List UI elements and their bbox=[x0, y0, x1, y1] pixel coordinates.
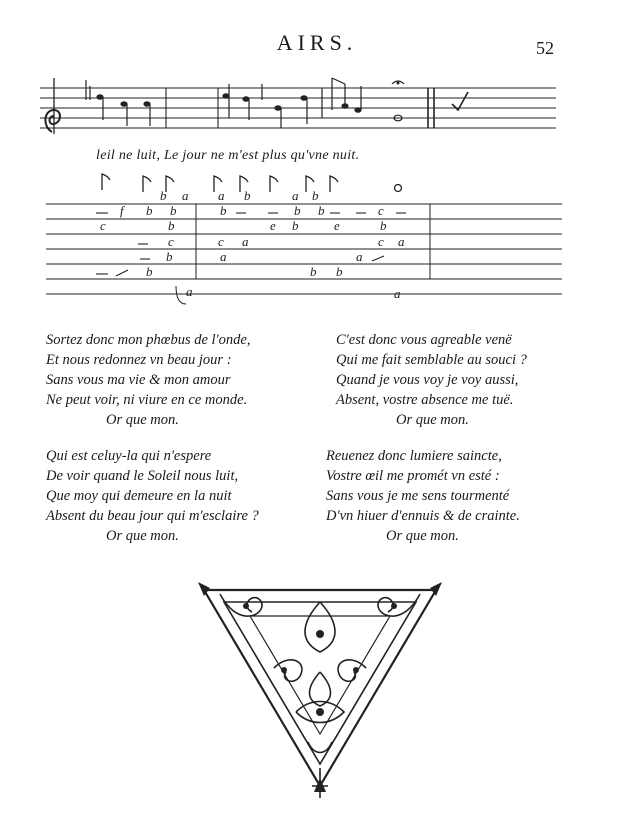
tab-letter: a bbox=[394, 286, 401, 301]
tab-letter: b bbox=[310, 264, 317, 279]
stanza-left-1 bbox=[46, 330, 250, 430]
tab-letter: b bbox=[380, 218, 387, 233]
stanza-right-2 bbox=[326, 446, 520, 546]
tab-letter: a bbox=[220, 249, 227, 264]
refrain-line: Or que mon. bbox=[106, 528, 179, 544]
refrain-line: Or que mon. bbox=[106, 412, 179, 428]
verse-line: Qui me fait semblable au souci ? bbox=[336, 352, 527, 368]
tab-letter: b bbox=[336, 264, 343, 279]
page-title: AIRS. bbox=[276, 30, 358, 55]
tab-letter: b bbox=[160, 188, 167, 203]
verse-line: Ne peut voir, ni viure en ce monde. bbox=[46, 392, 248, 408]
tab-letter: a bbox=[292, 188, 299, 203]
tab-letter: a bbox=[218, 188, 225, 203]
tab-letter: b bbox=[146, 264, 153, 279]
tab-letter: b bbox=[294, 203, 301, 218]
page-number: 52 bbox=[536, 38, 554, 58]
tab-letter: b bbox=[146, 203, 153, 218]
stanza-right-1 bbox=[336, 330, 527, 430]
refrain-line: Or que mon. bbox=[396, 412, 469, 428]
tab-letter: e bbox=[270, 218, 276, 233]
verse-line: Absent, vostre absence me tuë. bbox=[336, 392, 514, 408]
tab-letter: b bbox=[166, 249, 173, 264]
tab-letter: a bbox=[242, 234, 249, 249]
verse-line: Quand je vous voy je voy aussi, bbox=[336, 372, 519, 388]
verse-line: Absent du beau jour qui m'esclaire ? bbox=[46, 508, 259, 524]
verse-line: Qui est celuy-la qui n'espere bbox=[46, 448, 212, 464]
tab-letter: c bbox=[218, 234, 224, 249]
tab-letter: a bbox=[182, 188, 189, 203]
tab-letter: c bbox=[100, 218, 106, 233]
tab-letter: b bbox=[168, 218, 175, 233]
tab-letter: f bbox=[120, 203, 124, 218]
tab-letter: b bbox=[244, 188, 251, 203]
verse-line: Sans vous je me sens tourmenté bbox=[326, 488, 510, 504]
tab-letter: b bbox=[292, 218, 299, 233]
tab-letter: c bbox=[168, 234, 174, 249]
song-lyric-line: leil ne luit, Le jour ne m'est plus qu'vne nuit. bbox=[96, 148, 360, 163]
tab-letter: a bbox=[398, 234, 405, 249]
verse-line: Reuenez donc lumiere saincte, bbox=[326, 448, 502, 464]
ornament-tailpiece bbox=[190, 572, 450, 802]
tab-letter: c bbox=[378, 203, 384, 218]
tab-letter: b bbox=[170, 203, 177, 218]
verse-line: Sans vous ma vie & mon amour bbox=[46, 372, 231, 388]
stanza-left-2 bbox=[46, 446, 259, 546]
verse-line: D'vn hiuer d'ennuis & de crainte. bbox=[326, 508, 520, 524]
verse-line: De voir quand le Soleil nous luit, bbox=[46, 468, 239, 484]
refrain-line: Or que mon. bbox=[386, 528, 459, 544]
verse-line: Que moy qui demeure en la nuit bbox=[46, 488, 232, 504]
tab-letter: b bbox=[220, 203, 227, 218]
tab-letter: b bbox=[318, 203, 325, 218]
verse-line: Vostre œil me promét vn esté : bbox=[326, 468, 500, 484]
verse-line: Sortez donc mon phœbus de l'onde, bbox=[46, 332, 251, 348]
tab-letter: c bbox=[378, 234, 384, 249]
tab-letter: a bbox=[356, 249, 363, 264]
tab-letter: b bbox=[312, 188, 319, 203]
tab-letter: a bbox=[186, 284, 193, 299]
verse-line: Et nous redonnez vn beau jour : bbox=[46, 352, 232, 368]
verse-line: C'est donc vous agreable venë bbox=[336, 332, 512, 348]
tab-letter: e bbox=[334, 218, 340, 233]
